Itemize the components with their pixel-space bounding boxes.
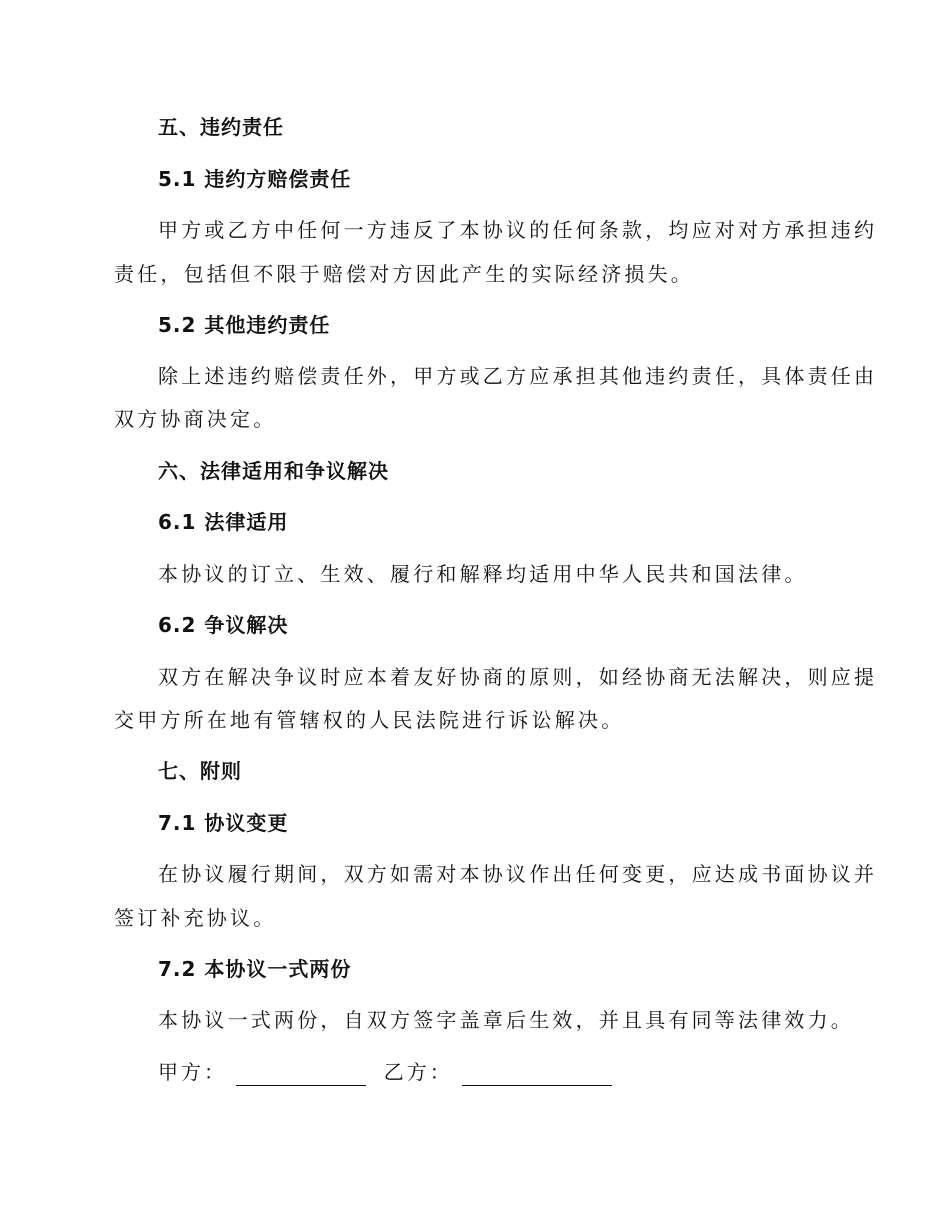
clause-7-1-heading: 7.1 协议变更 <box>158 811 289 835</box>
clause-7-1-text-line-2: 签订补充协议。 <box>114 906 277 930</box>
clause-5-1-text-line-1: 甲方或乙方中任何一方违反了本协议的任何条款，均应对对方承担违约 <box>158 218 878 242</box>
clause-5-2-heading: 5.2 其他违约责任 <box>158 313 331 337</box>
clause-7-2-heading: 7.2 本协议一式两份 <box>158 957 352 981</box>
clause-5-1-heading: 5.1 违约方赔偿责任 <box>158 167 352 191</box>
clause-6-2-text-line-2: 交甲方所在地有管辖权的人民法院进行诉讼解决。 <box>114 708 625 732</box>
clause-5-2-text-line-2: 双方协商决定。 <box>114 407 277 431</box>
clause-5-2-text-line-1: 除上述违约赔偿责任外，甲方或乙方应承担其他违约责任，具体责任由 <box>158 364 878 388</box>
party-b-label: 乙方： <box>383 1060 453 1084</box>
section-7-heading: 七、附则 <box>158 759 242 783</box>
party-b-signature-field[interactable] <box>462 1063 612 1086</box>
clause-7-2-text-line-1: 本协议一式两份，自双方签字盖章后生效，并且具有同等法律效力。 <box>158 1008 854 1032</box>
party-a-label: 甲方： <box>158 1060 227 1084</box>
section-5-heading: 五、违约责任 <box>158 115 284 139</box>
clause-6-2-text-line-1: 双方在解决争议时应本着友好协商的原则，如经协商无法解决，则应提 <box>158 665 878 689</box>
section-6-heading: 六、法律适用和争议解决 <box>158 459 389 483</box>
clause-7-1-text-line-1: 在协议履行期间，双方如需对本协议作出任何变更，应达成书面协议并 <box>158 862 878 886</box>
signature-row <box>158 1058 620 1086</box>
clause-6-1-text-line-1: 本协议的订立、生效、履行和解释均适用中华人民共和国法律。 <box>158 562 808 586</box>
party-a-signature-field[interactable] <box>236 1063 366 1086</box>
clause-5-1-text-line-2: 责任，包括但不限于赔偿对方因此产生的实际经济损失。 <box>114 262 694 286</box>
clause-6-2-heading: 6.2 争议解决 <box>158 613 289 637</box>
clause-6-1-heading: 6.1 法律适用 <box>158 510 289 534</box>
